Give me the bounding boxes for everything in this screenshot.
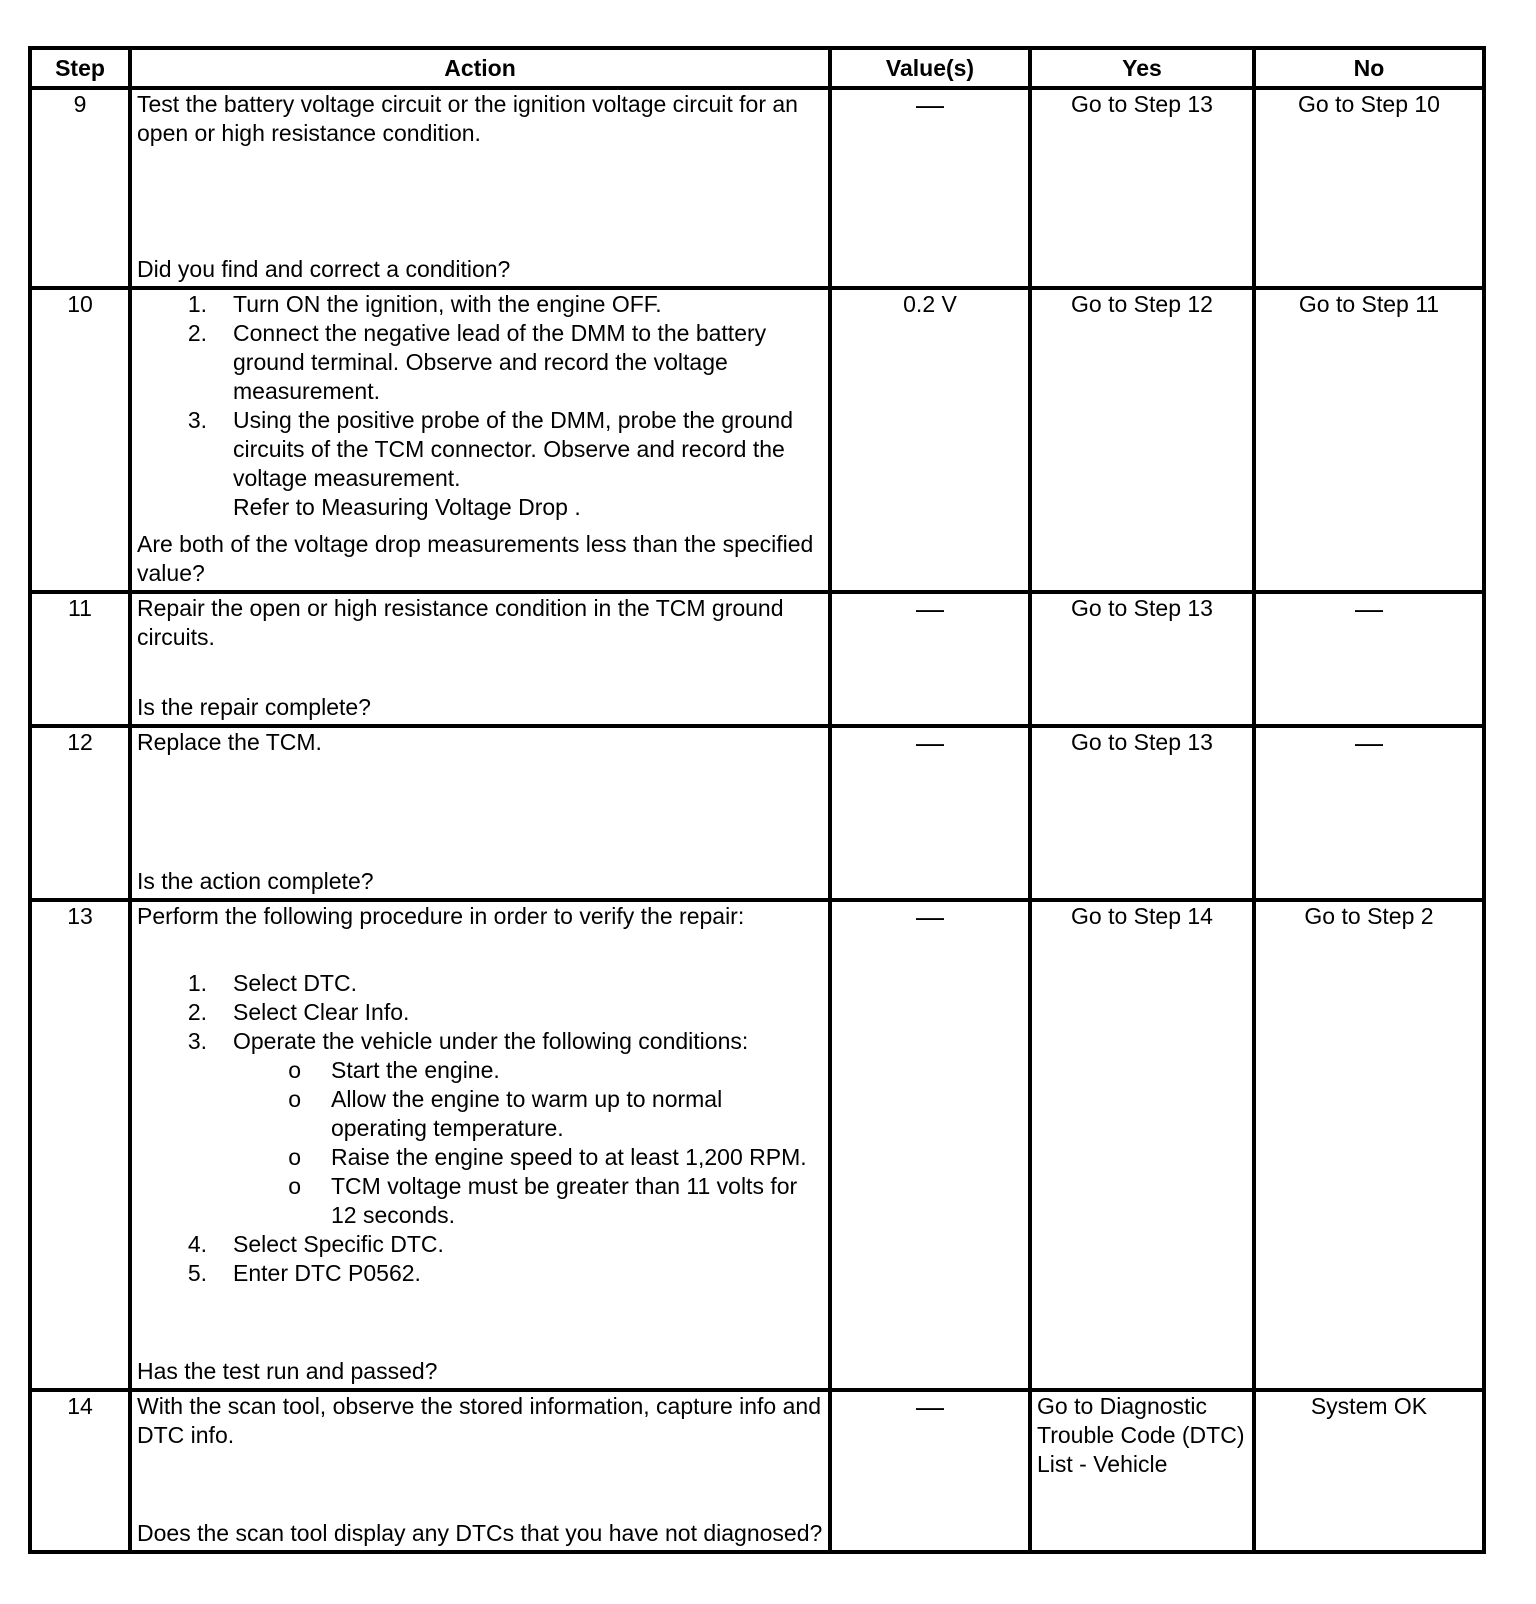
table-row-step-13: [30, 900, 1484, 1390]
sub-list-item: o Allow the engine to warm up to normal operating temperature.: [288, 1086, 723, 1141]
no-cell: Go to Step 10: [1254, 88, 1484, 288]
list-item: 4. Select Specific DTC.: [187, 1231, 444, 1257]
header-no: No: [1254, 48, 1484, 88]
no-cell: Go to Step 11: [1254, 288, 1484, 592]
action-cell: [130, 592, 830, 726]
no-cell: —: [1254, 726, 1484, 900]
table-row-step-14: [30, 1390, 1484, 1552]
no-cell: System OK: [1254, 1390, 1484, 1552]
list-item: 2. Connect the negative lead of the DMM to the battery ground terminal. Observe and record the voltage measurement.: [187, 320, 767, 404]
action-cell: [130, 726, 830, 900]
header-step: Step: [30, 48, 130, 88]
action-question: Are both of the voltage drop measurements less than the specified value?: [137, 531, 814, 586]
action-question: Is the repair complete?: [137, 694, 371, 720]
header-row: [30, 48, 1484, 88]
sub-list-item: o Raise the engine speed to at least 1,200 RPM.: [288, 1144, 807, 1170]
value-cell: —: [830, 726, 1030, 900]
procedure-list: [137, 290, 823, 493]
step-number: 14: [30, 1390, 130, 1552]
list-item: 1. Select DTC.: [187, 970, 357, 996]
list-item: 3. Operate the vehicle under the following conditions: o Start the engine. o Allow the engine to warm up to normal operating temperature. o Raise the engine speed to at least 1,200 RPM. o TCM voltage must be greater than 11 volts for 12 seconds.: [137, 1027, 823, 1230]
yes-cell: Go to Step 14: [1030, 900, 1254, 1390]
yes-cell: Go to Step 13: [1030, 592, 1254, 726]
action-question: Is the action complete?: [137, 868, 374, 894]
value-cell: —: [830, 900, 1030, 1390]
list-item: 5. Enter DTC P0562.: [187, 1260, 421, 1286]
action-text: Test the battery voltage circuit or the ignition voltage circuit for an open or high resistance condition.: [137, 91, 798, 146]
value-cell: —: [830, 592, 1030, 726]
procedure-list: [137, 969, 823, 1288]
table-row-step-12: [30, 726, 1484, 900]
diagnostic-table: [28, 46, 1486, 1554]
sub-list-item: o TCM voltage must be greater than 11 volts for 12 seconds.: [288, 1173, 798, 1228]
list-item: 2. Select Clear Info.: [187, 999, 410, 1025]
action-cell: [130, 900, 830, 1390]
step-number: 12: [30, 726, 130, 900]
yes-cell: Go to Step 13: [1030, 726, 1254, 900]
step-number: 13: [30, 900, 130, 1390]
value-cell: —: [830, 1390, 1030, 1552]
value-cell: 0.2 V: [830, 288, 1030, 592]
action-question: Does the scan tool display any DTCs that you have not diagnosed?: [137, 1520, 823, 1546]
step-number: 9: [30, 88, 130, 288]
header-yes: Yes: [1030, 48, 1254, 88]
step-number: 10: [30, 288, 130, 592]
table-row-step-10: [30, 288, 1484, 592]
yes-cell: Go to Step 12: [1030, 288, 1254, 592]
list-item: 3. Using the positive probe of the DMM, probe the ground circuits of the TCM connector. Observe and record the voltage measurement.: [187, 407, 793, 491]
action-cell: [130, 1390, 830, 1552]
yes-cell: Go to Step 13: [1030, 88, 1254, 288]
header-values: Value(s): [830, 48, 1030, 88]
no-cell: Go to Step 2: [1254, 900, 1484, 1390]
action-question: Did you find and correct a condition?: [137, 256, 511, 282]
step-number: 11: [30, 592, 130, 726]
table-row-step-11: [30, 592, 1484, 726]
yes-cell[interactable]: Go to Diagnostic Trouble Code (DTC) List - Vehicle: [1030, 1390, 1254, 1552]
action-text: Repair the open or high resistance condition in the TCM ground circuits.: [137, 595, 784, 650]
sub-list: [233, 1056, 823, 1230]
value-cell: —: [830, 88, 1030, 288]
action-cell: [130, 88, 830, 288]
table-row-step-9: [30, 88, 1484, 288]
action-intro: Perform the following procedure in order to verify the repair:: [137, 903, 745, 929]
action-text: Replace the TCM.: [137, 729, 322, 755]
list-item: 1. Turn ON the ignition, with the engine OFF.: [187, 291, 662, 317]
action-cell: [130, 288, 830, 592]
action-question: Has the test run and passed?: [137, 1358, 438, 1384]
refer-link-text[interactable]: Refer to Measuring Voltage Drop .: [233, 494, 581, 520]
header-action: Action: [130, 48, 830, 88]
no-cell: —: [1254, 592, 1484, 726]
action-text: With the scan tool, observe the stored information, capture info and DTC info.: [137, 1393, 821, 1448]
sub-list-item: o Start the engine.: [288, 1057, 500, 1083]
